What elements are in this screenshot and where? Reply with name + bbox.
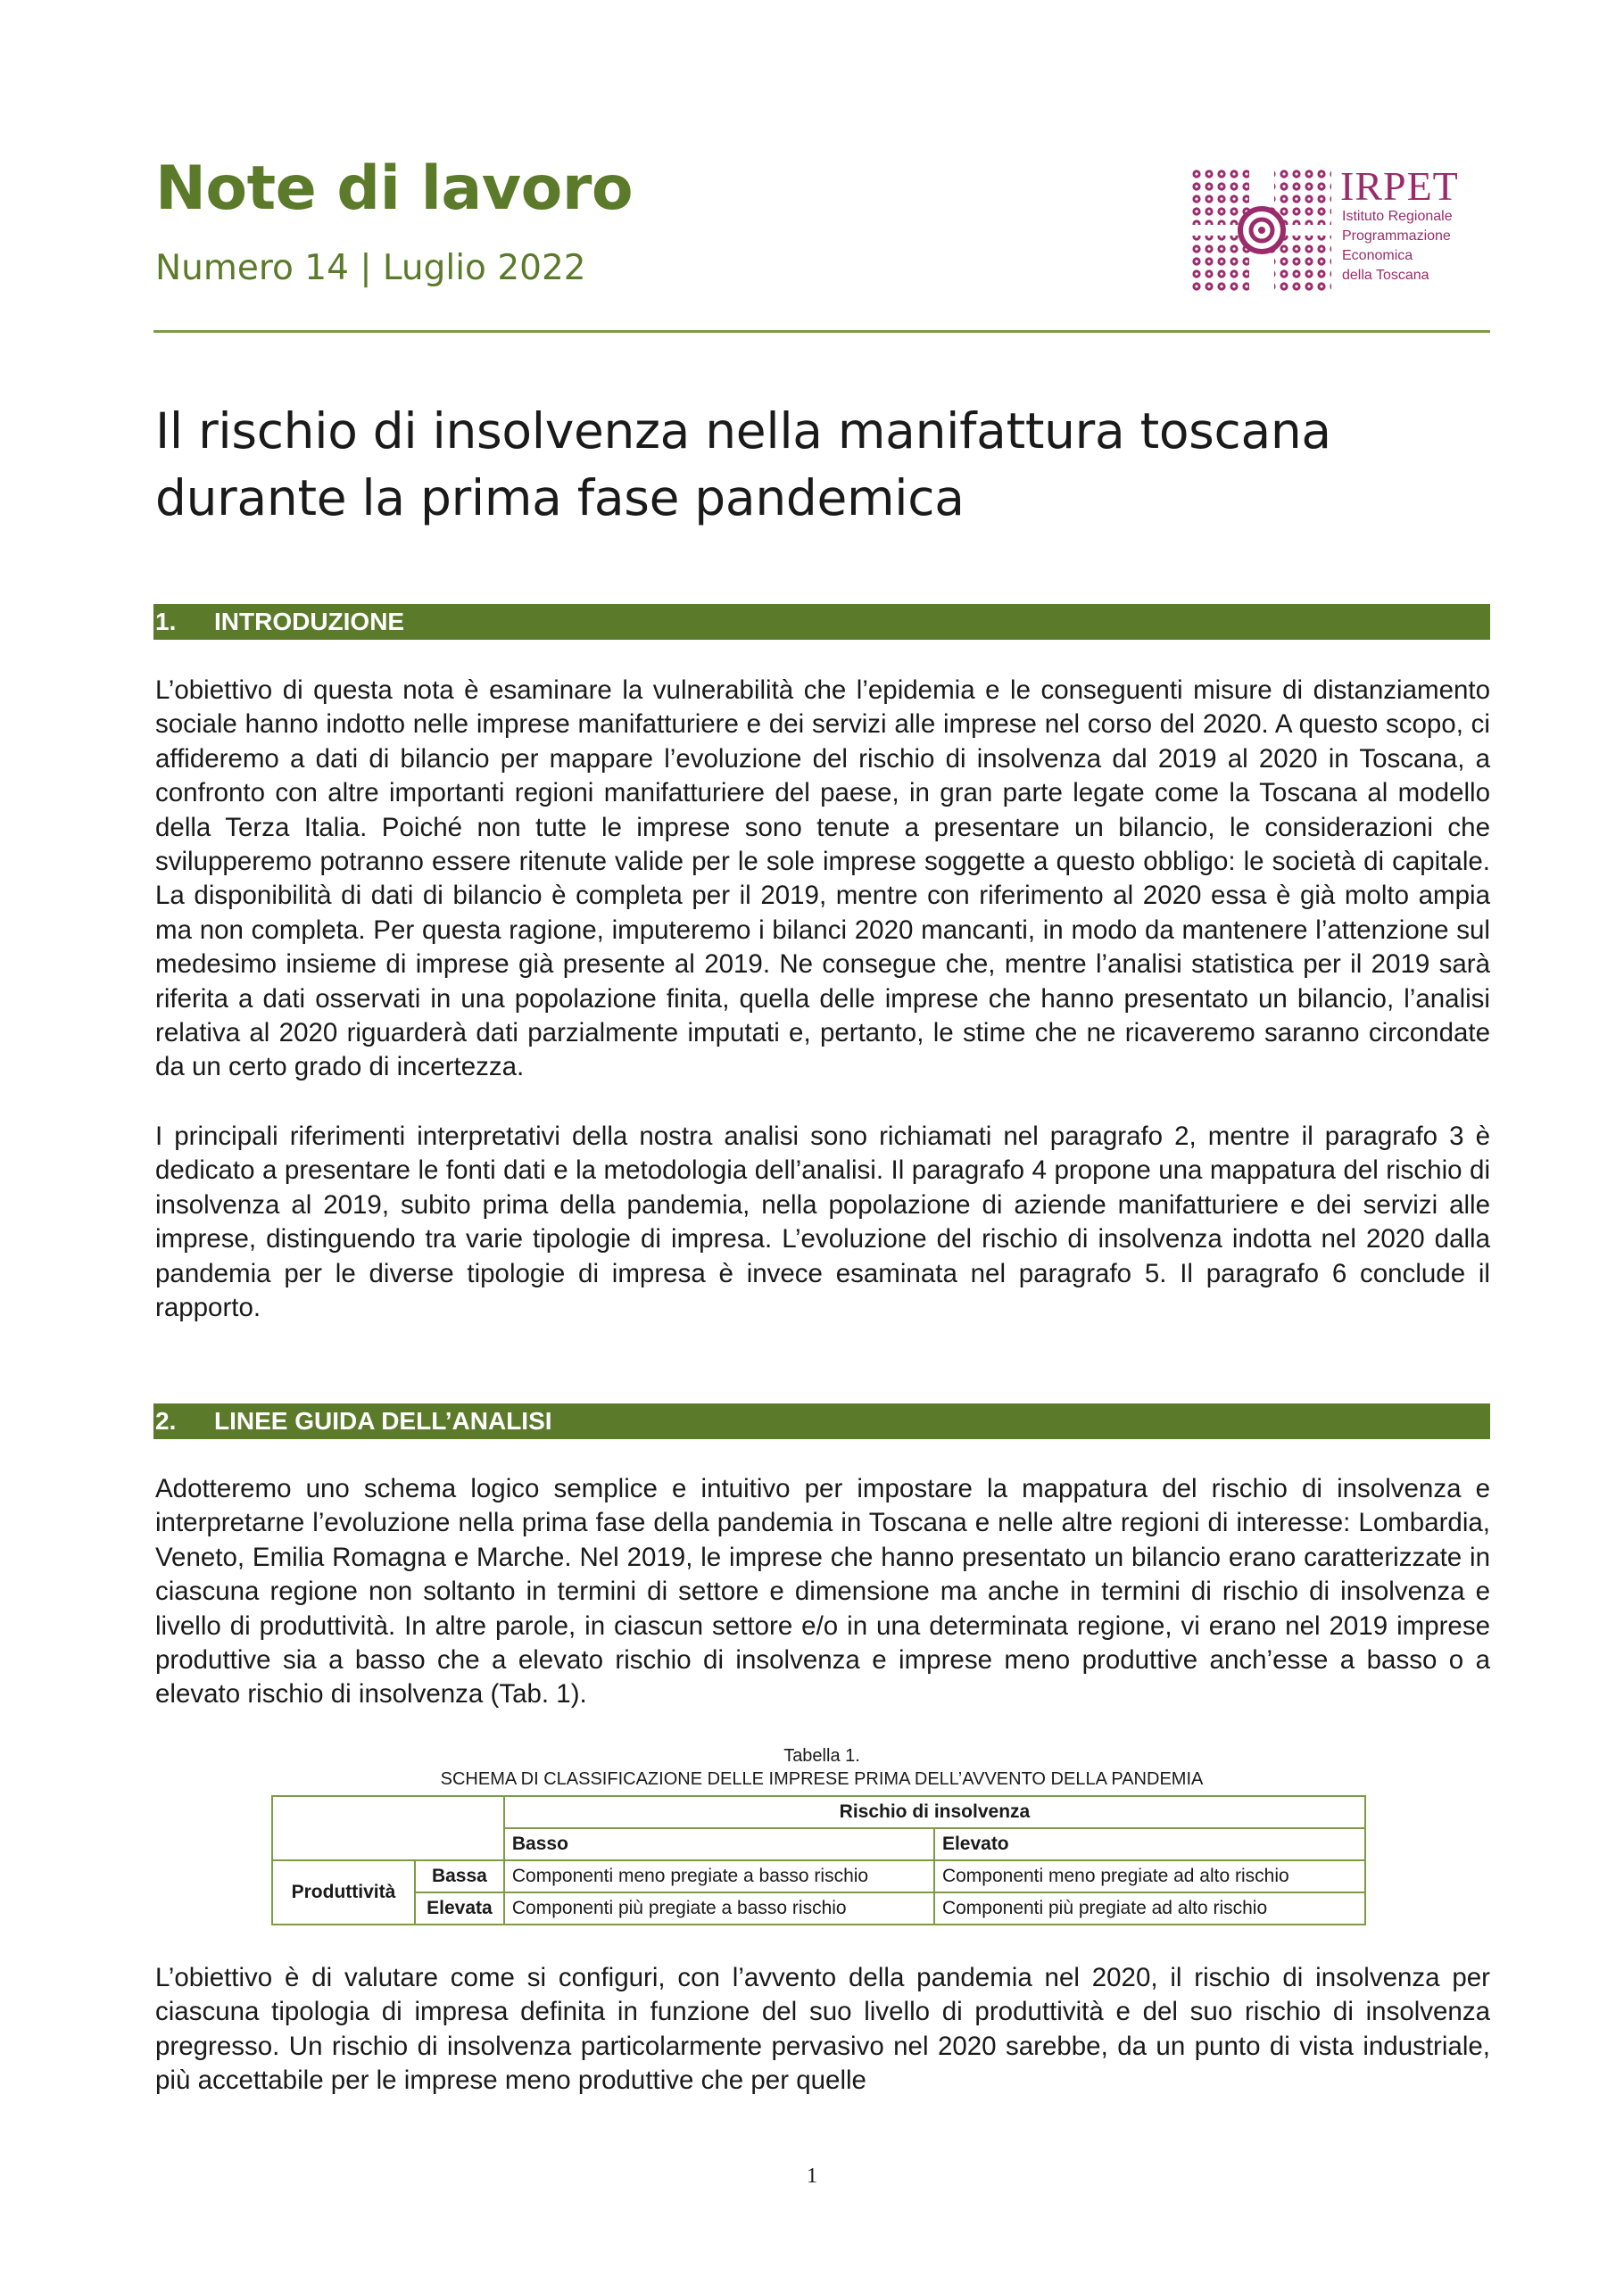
row-header: Elevata: [415, 1892, 504, 1925]
body-paragraph: L’obiettivo di questa nota è esaminare la vulnerabilità che l’epidemia e le conseguenti misure di distanziamento sociale hanno indotto nelle imprese manifatturiere e dei servizi alle imprese nel corso del 2020. A questo scopo, ci affideremo a dati di bilancio per mappare l’evoluzione del rischio di insolvenza dal 2019 al 2020 in Toscana, a confronto con altre importanti regioni manifatturiere del paese, in gran parte legate come la Toscana al modello della Terza Italia. Poiché non tutte le imprese sono tenute a presentare un bilancio, le considerazioni che svilupperemo potranno essere ritenute valide per le sole imprese soggette a questo obbligo: le società di capitale. La disponibilità di dati di bilancio è completa per il 2019, mentre con riferimento al 2020 essa è già molto ampia ma non completa. Per questa ragione, imputeremo i bilanci 2020 mancanti, in modo da mantenere l’attenzione sul medesimo insieme di imprese già presente al 2019. Ne consegue che, mentre l’analisi statistica per il 2019 sarà riferita a dati osservati in una popolazione finita, quella delle imprese che hanno presentato un bilancio, l’analisi relativa al 2020 riguarderà dati parzialmente imputati e, pertanto, le stime che ne ricaveremo saranno circondate da un certo grado di incertezza.: [155, 675, 1490, 1082]
table-cell: Componenti più pregiate a basso rischio: [504, 1892, 934, 1925]
table-row: [272, 1892, 1365, 1925]
table-label: Tabella 1.: [783, 1746, 860, 1766]
document-title-line: Il rischio di insolvenza nella manifattura toscana: [155, 402, 1331, 459]
row-header: Bassa: [415, 1860, 504, 1892]
body-paragraph: L’obiettivo è di valutare come si configuri, con l’avvento della pandemia nel 2020, il rischio di insolvenza per ciascuna tipologia di impresa definita in funzione del suo livello di produttività e del suo rischio di insolvenza pregresso. Un rischio di insolvenza particolarmente pervasivo nel 2020 sarebbe, da un punto di vista industriale, più accettabile per le imprese meno produttive che per quelle: [155, 1963, 1490, 2096]
section-number: 1.: [155, 608, 177, 635]
irpet-logo-mark-icon: [1190, 168, 1333, 293]
classification-table: [271, 1795, 1366, 1925]
issue-number-date: Numero 14 | Luglio 2022: [155, 248, 586, 288]
table-row: [272, 1860, 1365, 1892]
section-title: LINEE GUIDA DELL’ANALISI: [214, 1407, 552, 1435]
table-header-row: [272, 1796, 1365, 1828]
logo-name: IRPET: [1340, 163, 1459, 209]
table-cell: Componenti più pregiate ad alto rischio: [934, 1892, 1365, 1925]
page-number: 1: [807, 2165, 817, 2188]
body-paragraph: I principali riferimenti interpretativi della nostra analisi sono richiamati nel paragrafo 2, mentre il paragrafo 3 è dedicato a presentare le fonti dati e la metodologia dell’analisi. Il paragrafo 4 propone una mappatura del rischio di insolvenza al 2019, subito prima della pandemia, nella popolazione di aziende manifatturiere e dei servizi alle imprese, distinguendo tra varie tipologie di impresa. L’evoluzione del rischio di insolvenza indotta nel 2020 dalla pandemia per le diverse tipologie di impresa è invece esaminata nel paragrafo 5. Il paragrafo 6 conclude il rapporto.: [155, 1122, 1490, 1323]
document-title-line: durante la prima fase pandemica: [155, 469, 965, 526]
section-heading-linee-guida: [153, 1403, 1490, 1439]
row-group-header: Produttività: [272, 1860, 415, 1925]
series-title: Note di lavoro: [155, 153, 634, 224]
header-divider: [153, 330, 1490, 333]
column-group-header: Rischio di insolvenza: [504, 1796, 1365, 1828]
logo-subtitle-line: Economica: [1342, 248, 1413, 263]
body-paragraph: Adotteremo uno schema logico semplice e intuitivo per impostare la mappatura del rischio di insolvenza e interpretarne l’evoluzione nella prima fase della pandemia in Toscana e nelle altre regioni di interesse: Lombardia, Veneto, Emilia Romagna e Marche. Nel 2019, le imprese che hanno presentato un bilancio erano caratterizzate in ciascuna regione non soltanto in termini di settore e dimensione ma anche in termini di rischio di insolvenza e livello di produttività. In altre parole, in ciascun settore e/o in una determinata regione, vi erano nel 2019 imprese produttive sia a basso che a elevato rischio di insolvenza e imprese meno produttive anch’esse a basso o a elevato rischio di insolvenza (Tab. 1).: [155, 1474, 1490, 1710]
table-corner-cell: [272, 1796, 504, 1860]
logo-subtitle-line: Istituto Regionale: [1342, 209, 1453, 224]
irpet-logo: [1190, 163, 1494, 293]
column-header: Basso: [504, 1828, 934, 1860]
column-header: Elevato: [934, 1828, 1365, 1860]
table-cell: Componenti meno pregiate a basso rischio: [504, 1860, 934, 1892]
logo-subtitle: [1342, 207, 1453, 286]
document-title: [155, 398, 1490, 532]
table-cell: Componenti meno pregiate ad alto rischio: [934, 1860, 1365, 1892]
section-title: INTRODUZIONE: [214, 608, 405, 635]
section-number: 2.: [155, 1407, 177, 1435]
logo-subtitle-line: della Toscana: [1342, 268, 1429, 283]
section-heading-introduzione: [153, 604, 1490, 640]
table-caption: SCHEMA DI CLASSIFICAZIONE DELLE IMPRESE PRIMA DELL’AVVENTO DELLA PANDEMIA: [440, 1769, 1204, 1789]
logo-subtitle-line: Programmazione: [1342, 228, 1451, 244]
